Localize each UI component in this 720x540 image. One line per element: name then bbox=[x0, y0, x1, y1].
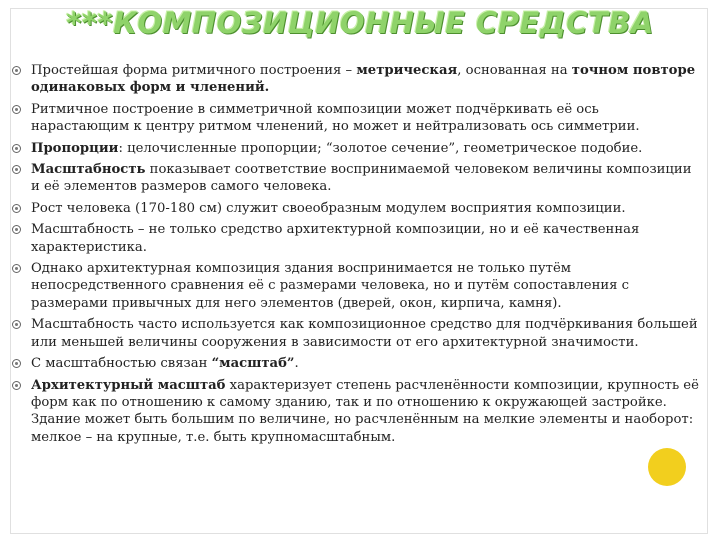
text-run: Простейшая форма ритмичного построения – bbox=[31, 63, 357, 78]
list-item bbox=[10, 62, 700, 97]
circle-bullet-icon bbox=[12, 66, 21, 75]
list-item bbox=[10, 140, 700, 157]
text-run: . bbox=[294, 356, 299, 372]
circle-bullet-icon bbox=[12, 225, 21, 234]
bold-text: “масштаб” bbox=[211, 356, 295, 372]
text-run: Масштабность часто используется как композиционное средство для подчёркивания большей или меньшей величины сооружения в зависимости от его архитектурной значимости. bbox=[31, 317, 698, 350]
list-item bbox=[10, 260, 700, 312]
text-run: С масштабностью связан bbox=[31, 356, 212, 372]
list-item bbox=[10, 161, 700, 196]
list-item bbox=[10, 316, 700, 351]
circle-bullet-icon bbox=[12, 264, 21, 273]
text-run: : целочисленные пропорции; “золотое сечение”, геометрическое подобие. bbox=[118, 140, 643, 156]
circle-bullet-icon bbox=[12, 320, 21, 329]
list-item bbox=[10, 377, 700, 447]
text-run: характеризует степень расчленённости композиции, крупность её форм как по отношению к самому зданию, так и по отношению к окружающей застройке. Здание может быть большим по величине, но расчленённым на мелкие элементы и наоборот: мелкое – на крупные, т.е. быть крупномасштабным. bbox=[31, 377, 699, 445]
text-run: , основанная на bbox=[457, 63, 572, 78]
bold-text: Архитектурный масштаб bbox=[31, 377, 226, 393]
list-item bbox=[10, 101, 700, 136]
list-item bbox=[10, 200, 700, 217]
decorative-circle bbox=[648, 448, 686, 486]
circle-bullet-icon bbox=[12, 165, 21, 174]
circle-bullet-icon bbox=[12, 105, 21, 114]
text-run: Масштабность – не только средство архитектурной композиции, но и её качественная характеристика. bbox=[31, 222, 640, 255]
circle-bullet-icon bbox=[12, 359, 21, 368]
bold-text: Пропорции bbox=[31, 140, 119, 156]
bold-text: метрическая bbox=[356, 63, 458, 78]
text-run: показывает соответствие воспринимаемой человеком величины композиции и её элементов размеров самого человека. bbox=[31, 162, 692, 195]
text-run: Рост человека (170-180 см) служит своеобразным модулем восприятия композиции. bbox=[31, 200, 626, 216]
bold-text: Масштабность bbox=[31, 162, 146, 178]
list-item bbox=[10, 355, 700, 372]
bullet-list bbox=[10, 62, 700, 450]
list-item bbox=[10, 221, 700, 256]
circle-bullet-icon bbox=[12, 204, 21, 213]
circle-bullet-icon bbox=[12, 381, 21, 390]
text-run: Ритмичное построение в симметричной композиции может подчёркивать её ось нарастающим к центру ритмом членений, но может и нейтрализовать ось симметрии. bbox=[31, 101, 640, 135]
circle-bullet-icon bbox=[12, 144, 21, 153]
text-run: Однако архитектурная композиция здания воспринимается не только путём непосредственного сравнения её с размерами человека, но и путём сопоставления с размерами привычных для него элементов (дверей, окон, кирпича, камня). bbox=[31, 261, 630, 311]
slide-title: ***КОМПОЗИЦИОННЫЕ СРЕДСТВА bbox=[66, 6, 654, 40]
bold-text: точном повторе одинаковых форм и членений. bbox=[31, 63, 696, 96]
